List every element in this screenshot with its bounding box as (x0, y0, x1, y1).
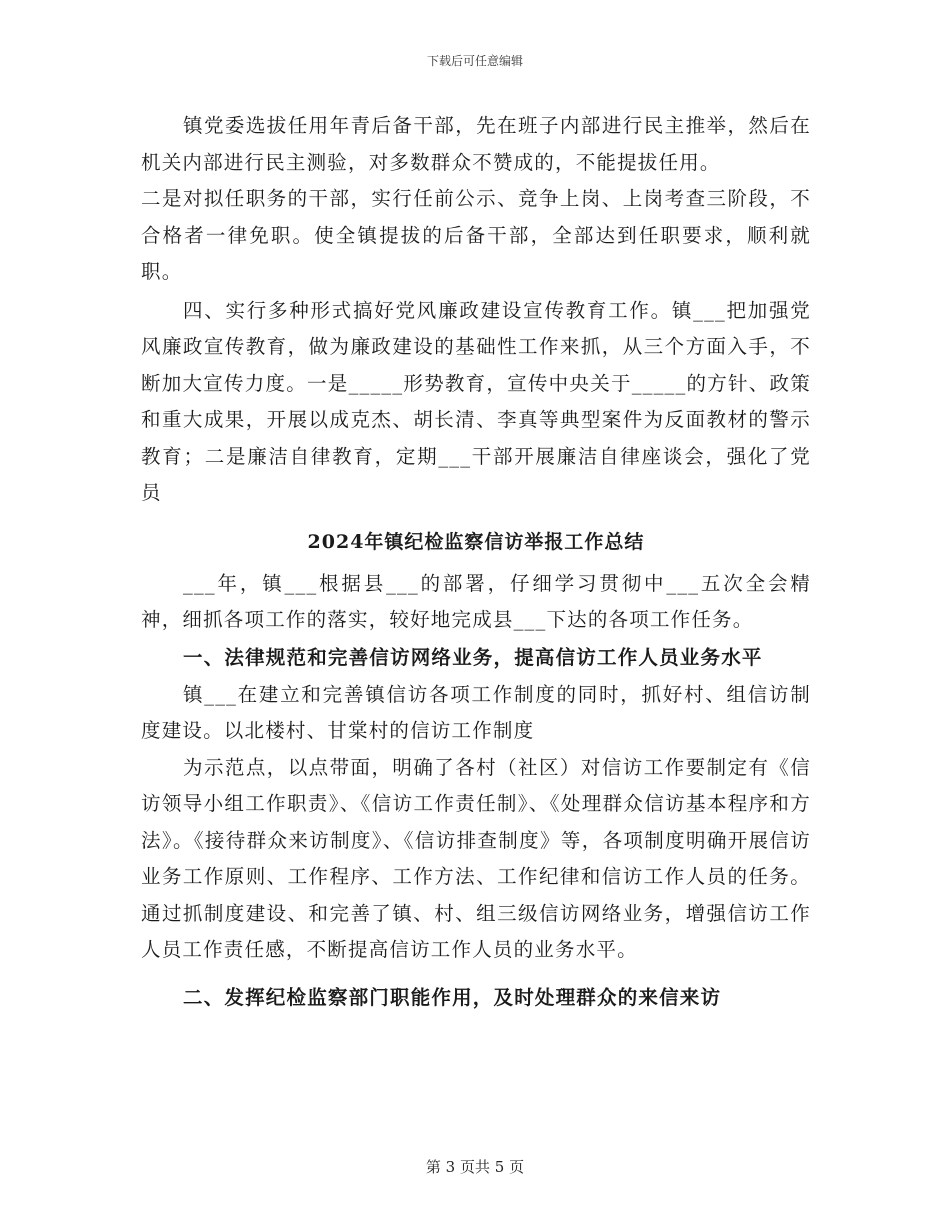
paragraph-4: 镇___在建立和完善镇信访各项工作制度的同时，抓好村、组信访制度建设。以北楼村、甘棠村的信访工作制度 (141, 682, 811, 742)
document-title: 2024年镇纪检监察信访举报工作总结 (307, 530, 645, 553)
section-heading-2: 二、发挥纪检监察部门职能作用，及时处理群众的来信来访 (183, 985, 722, 1009)
paragraph-5: 为示范点，以点带面，明确了各村（社区）对信访工作要制定有《信访领导小组工作职责》、《信访工作责任制》、《处理群众信访基本程序和方法》。《接待群众来访制度》、《信访排查制度》等，各项制度明确开展信访业务工作原则、工作程序、工作方法、工作纪律和信访工作人员的任务。通过抓制度建设、和完善了镇、村、组三级信访网络业务，增强信访工作人员工作责任感，不断提高信访工作人员的业务水平。 (141, 755, 811, 961)
paragraph-1: 镇党委选拔任用年青后备干部，先在班子内部进行民主推举，然后在机关内部进行民主测验，对多数群众不赞成的，不能提拔任用。 (141, 114, 811, 174)
paragraph-2: 四、实行多种形式搞好党风廉政建设宣传教育工作。镇___把加强党风廉政宣传教育，做为廉政建设的基础性工作来抓，从三个方面入手，不断加大宣传力度。一是_____形势教育，宣传中央关于_____的方针、政策和重大成果，开展以成克杰、胡长清、李真等典型案件为反面教材的警示教育；二是廉洁自律教育，定期___干部开展廉洁自律座谈会，强化了党员 (141, 298, 811, 504)
paragraph-3: ___年，镇___根据县___的部署，仔细学习贯彻中___五次全会精神，细抓各项工作的落实，较好地完成县___下达的各项工作任务。 (141, 571, 811, 631)
section-heading-1: 一、法律规范和完善信访网络业务，提高信访工作人员业务水平 (183, 645, 763, 669)
paragraph-1b: 二是对拟任职务的干部，实行任前公示、竞争上岗、上岗考查三阶段，不合格者一律免职。使全镇提拔的后备干部，全部达到任职要求，顺利就职。 (141, 187, 811, 283)
page-header: 下载后可任意编辑 (426, 54, 523, 68)
document-body (141, 108, 811, 1017)
page-footer: 第 3 页共 5 页 (425, 1158, 525, 1176)
